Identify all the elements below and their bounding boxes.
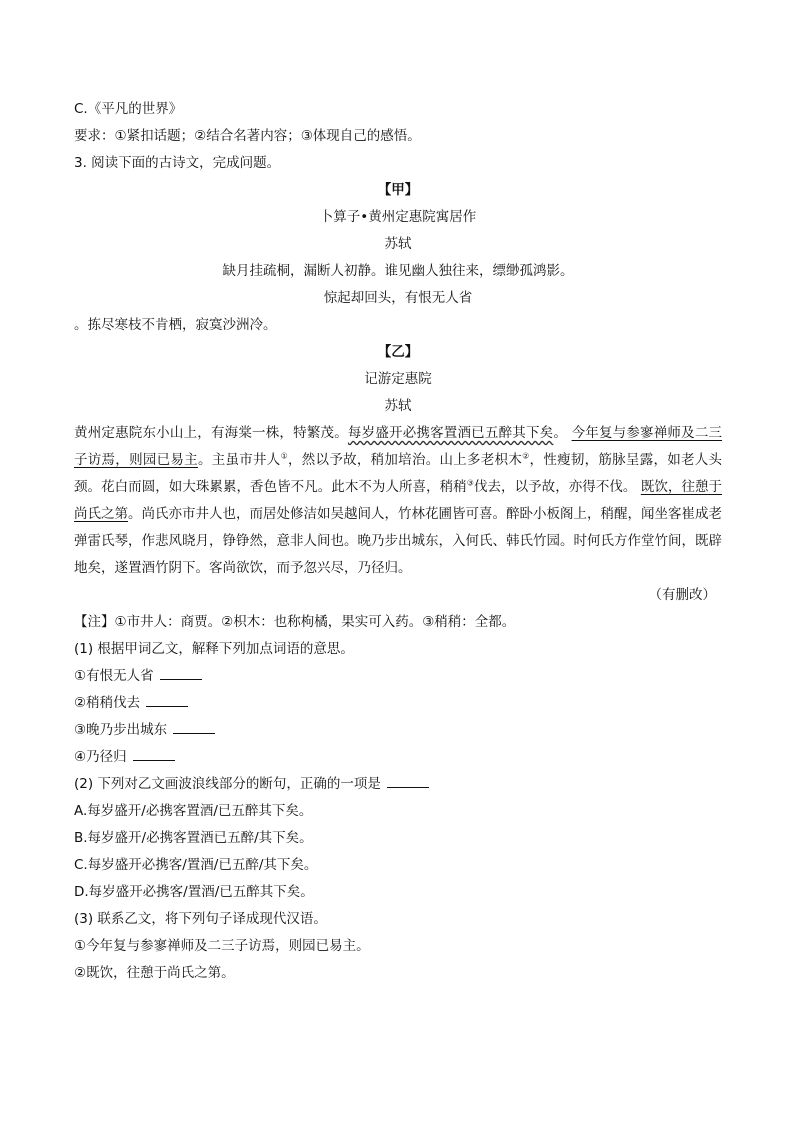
q3-item-2: ②既饮，往憩于尚氏之第。: [74, 965, 235, 981]
poem-line-2: 惊起却回头，有恨无人省: [323, 290, 473, 306]
prose-label-yi: 【乙】: [377, 344, 419, 360]
document-page: [74, 96, 722, 987]
answer-blank[interactable]: [387, 773, 429, 788]
prose-body: 黄州定惠院东小山上，有海棠一株，特繁茂。每岁盛开必携客置酒已五醉其下矣。 今年复与参寥禅师及二三子访焉，则园已易主。主虽市井人①，然以予故，稍加培治。山上多老枳木②，性瘦韧，筋脉呈露，如老人头颈。花白而圆，如大珠累累，香色皆不凡。此木不为人所喜，稍稍③伐去，以予故，亦得不伐。 既饮，往憩于尚氏之第。尚氏亦市井人也，而居处修洁如吴越间人，竹林花圃皆可喜。醉卧小板阁上，稍醒，闻坐客崔成老弹雷氏琴，作悲风晓月，铮铮然，意非人间也。晚乃步出城东，入何氏、韩氏竹园。时何氏方作堂竹间，既辟地矣，遂置酒竹阴下。客尚欲饮，而予忽兴尽，乃径归。: [74, 425, 723, 576]
requirement: 要求：①紧扣话题；②结合名著内容；③体现自己的感悟。: [74, 128, 421, 144]
q1-item-3: ③晚乃步出城东: [74, 717, 722, 744]
wavy-line-sentence: 每岁盛开必携客置酒已五醉其下矣: [347, 425, 554, 441]
poem-author: 苏轼: [384, 236, 412, 252]
q2-option-b: B.每岁盛开/必携客置酒已五醉/其下矣。: [74, 830, 313, 846]
q2-option-c: C.每岁盛开必携客/置酒/已五醉/其下矣。: [74, 857, 318, 873]
footnote-2: ②: [522, 451, 530, 461]
q3-item-1: ①今年复与参寥禅师及二三子访焉，则园已易主。: [74, 938, 370, 954]
q1-item-2: ②稍稍伐去: [74, 690, 722, 717]
sub-question-2: (2) 下列对乙文画波浪线部分的断句，正确的一项是: [74, 771, 722, 798]
q2-option-d: D.每岁盛开必携客/置酒/已五醉其下矣。: [74, 884, 314, 900]
sub-question-3: (3) 联系乙文，将下列句子译成现代汉语。: [74, 911, 327, 927]
q1-item-1: ①有恨无人省: [74, 663, 722, 690]
answer-blank[interactable]: [133, 746, 175, 761]
poem-line-3: 。拣尽寒枝不肯栖，寂寞沙洲冷。: [74, 317, 277, 333]
answer-blank[interactable]: [160, 665, 202, 680]
poem-line-1: 缺月挂疏桐，漏断人初静。谁见幽人独往来，缥缈孤鸿影。: [222, 263, 574, 279]
footnote-1: ①: [280, 451, 289, 461]
option-c: C.《平凡的世界》: [74, 101, 183, 117]
prose-author: 苏轼: [384, 398, 412, 414]
underlined-sentence-1: 今年复与参寥禅师及二三子访焉，则园已易主: [74, 425, 723, 468]
answer-blank[interactable]: [173, 719, 215, 734]
question-3: 3. 阅读下面的古诗文，完成问题。: [74, 155, 281, 171]
annotation-note: 【注】①市井人：商贾。②枳木：也称枸橘，果实可入药。③稍稍：全都。: [74, 614, 516, 630]
q1-item-4: ④乃径归: [74, 744, 722, 771]
prose-title: 记游定惠院: [364, 371, 432, 387]
sub-question-1: (1) 根据甲词乙文，解释下列加点词语的意思。: [74, 641, 354, 657]
poem-title: 卜算子•黄州定惠院寓居作: [319, 209, 477, 225]
poem-label-jia: 【甲】: [377, 182, 419, 198]
answer-blank[interactable]: [146, 692, 188, 707]
footnote-3: ③: [466, 478, 474, 488]
source-note: （有删改）: [648, 587, 716, 603]
q2-option-a: A.每岁盛开/必携客置酒/已五醉其下矣。: [74, 803, 313, 819]
underlined-sentence-2: 既饮，往憩于尚氏之第: [74, 479, 723, 522]
